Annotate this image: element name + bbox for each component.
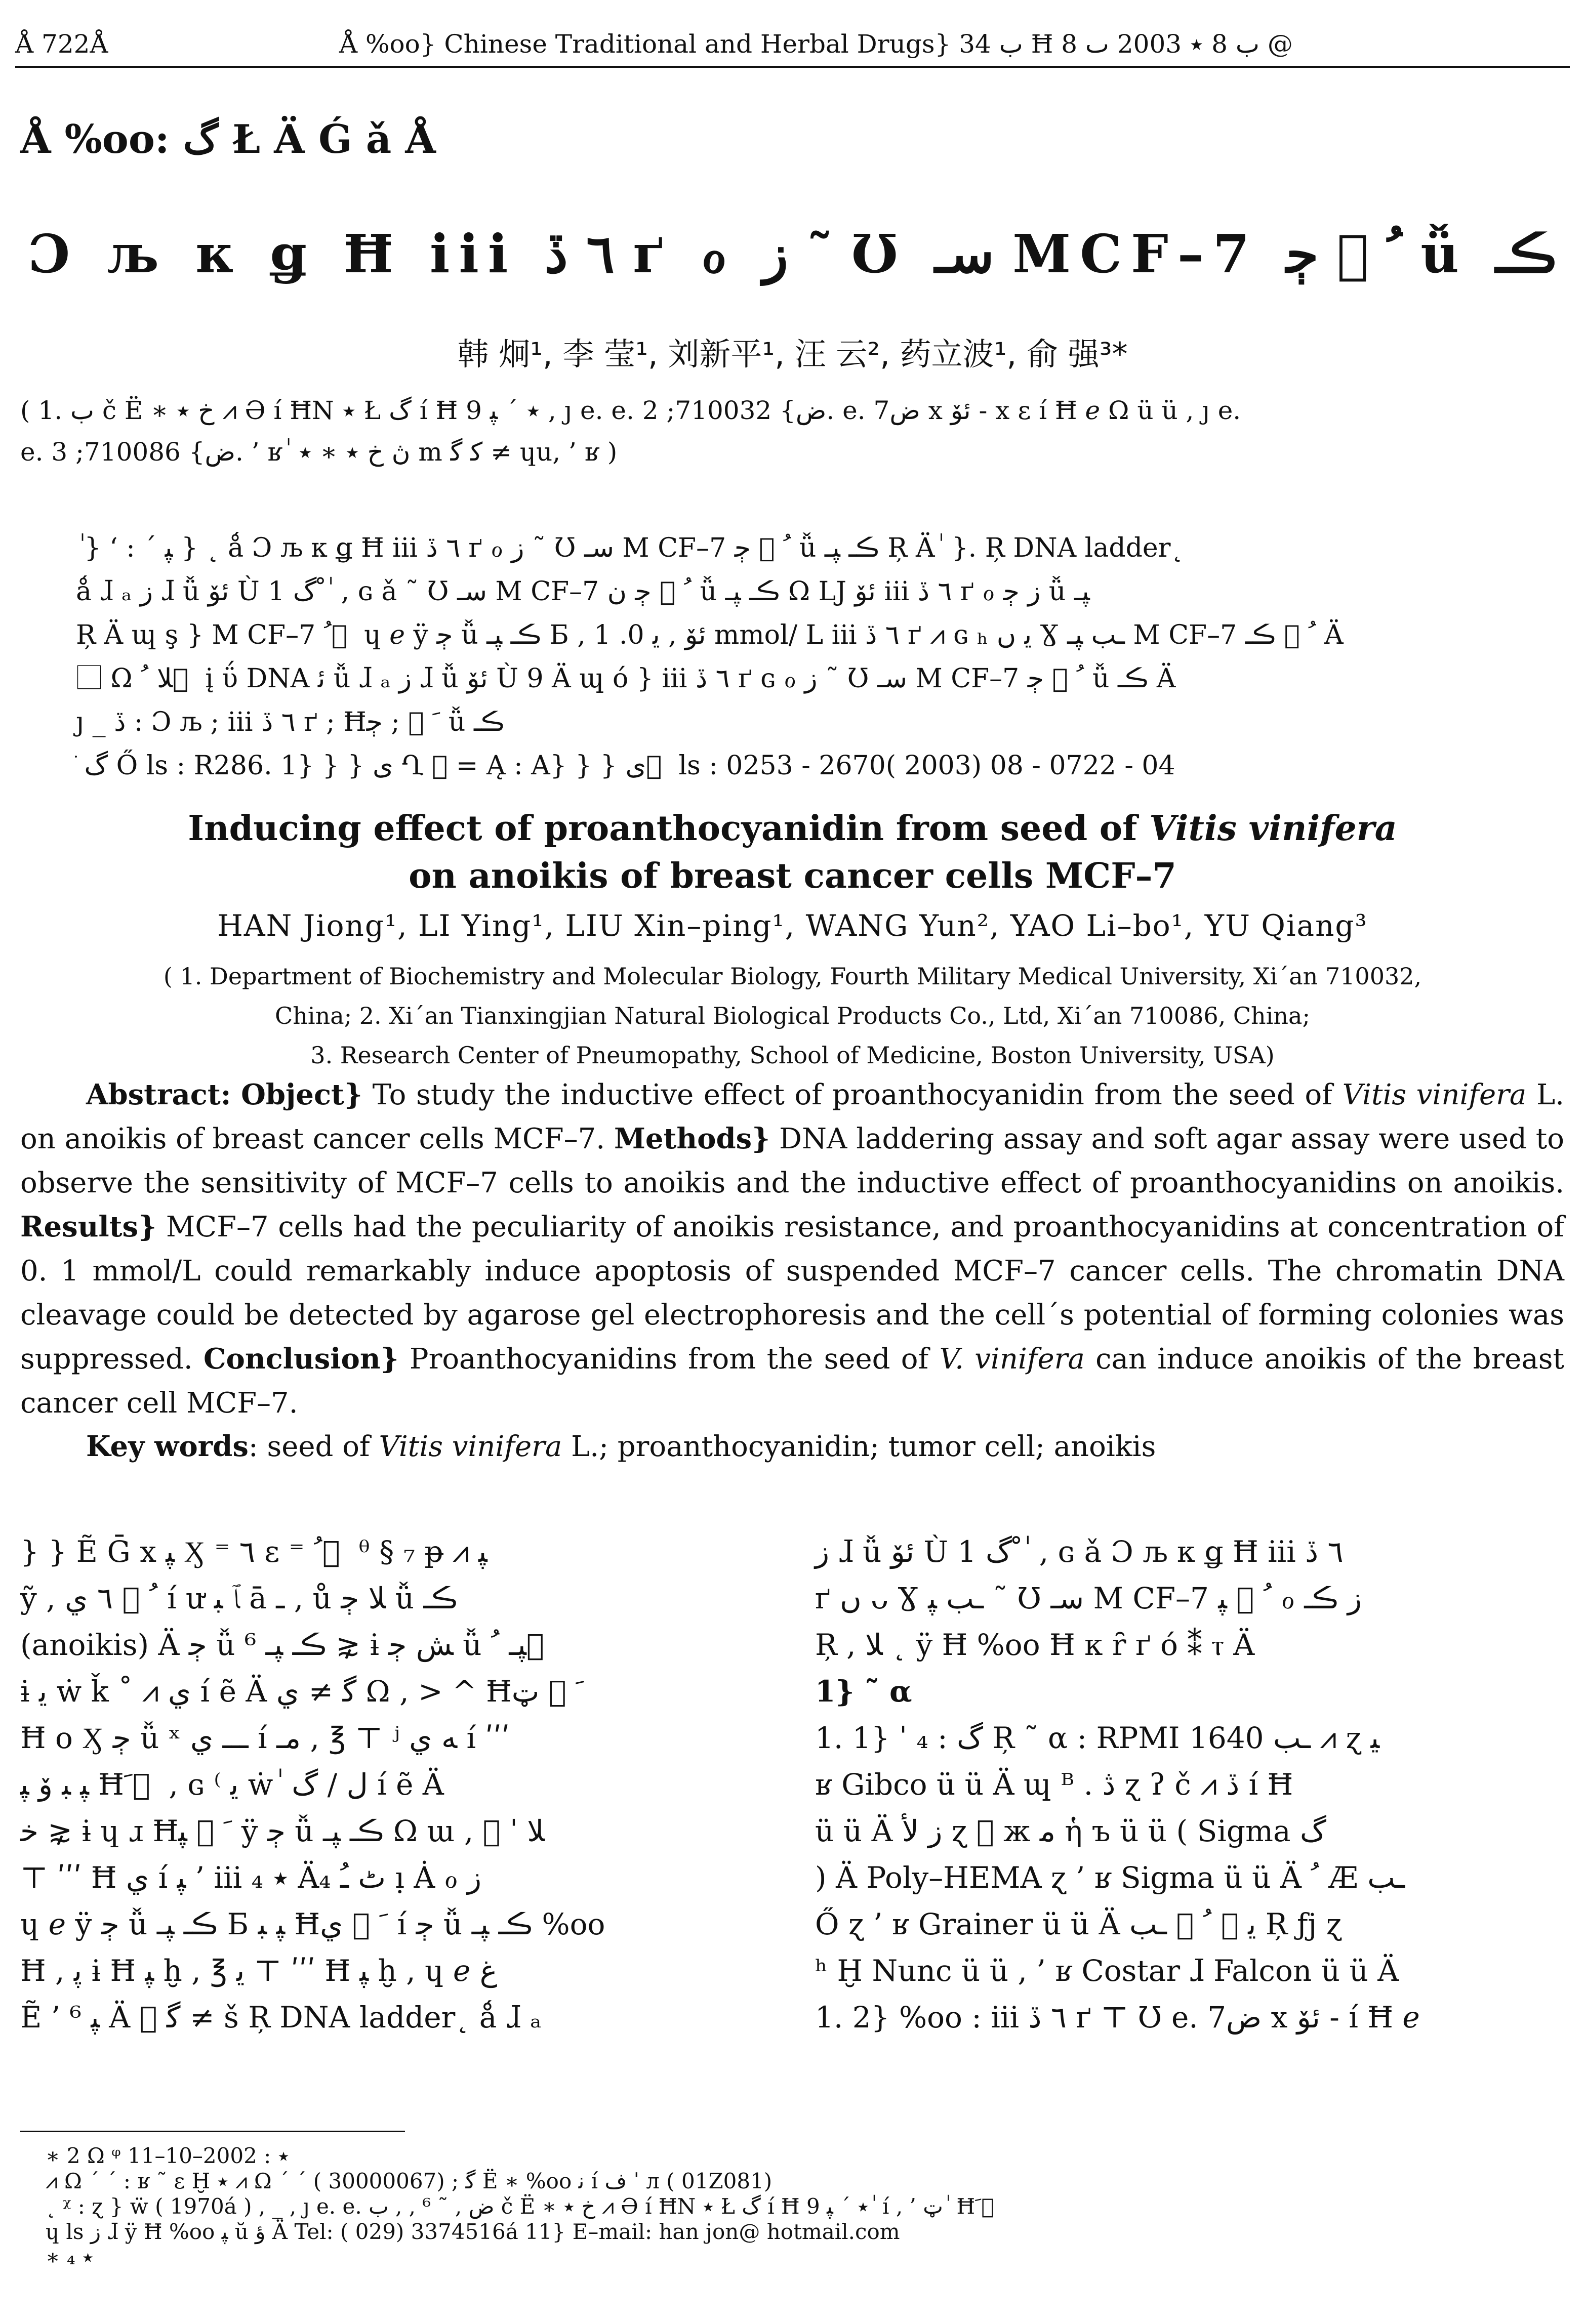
keywords-text: : seed of [248,1430,379,1463]
page-number: Å 722Å [15,29,108,59]
chinese-affiliation-line: e. ض} 710086; 3. ’ ʁ ٰ ڽ خ ٭ ∗ ٭ m ﮐ ﮔ ≠ ɥu, ’ ʁ ) [20,437,618,467]
body-line: 1. 2} %oo : iii ٦ ڏ ґ ⊤ Ʊ e. ض7 x ئۆ - í Ħ ℯ [815,2000,1420,2035]
section-heading: 1} ˜ α [815,1674,912,1709]
abstract-label: Abstract: [86,1078,231,1111]
affiliation-line: ( 1. Department of Biochemistry and Molecular Biology, Fourth Military Medical University, Xi´an 710032, [163,963,1422,990]
chinese-keywords-line: ȷ _ ڏ : Ɔ љ ; iii ٦ ڏ ґ ; Ħﹶ ⃞ ; ﭴ ǚ ڪـ [76,707,505,737]
object-text-cont: L. on anoikis of breast cancer cells MCF–7. [20,1078,1564,1155]
body-column-right [815,1528,1569,2041]
journal-header: Å %oo} Chinese Traditional and Herbal Drugs} ب 34 Ħ ب 8 ٭ 2003 ٮ 8 @ [339,29,1293,59]
body-line: Ŗ , ﻼ ˛ ÿ Ħ %oo Ħ к ȓ ґ ó ⁑ ⲧ Ä [815,1628,1255,1662]
object-text: To study the inductive effect of proanthocyanidin from the seed of [362,1078,1343,1111]
english-title-line2: on anoikis of breast cancer cells MCF–7 [409,856,1176,896]
body-line: ґ ں ᴗ Ɣ ـب ﭙ ˜ Ʊ سـ M CF–7 ﹸ ⃞ ﭙ ℴ ز ڪـ [815,1581,1362,1615]
chinese-title: Ɔ љ к ǥ Ħ iii ٦ ڏ ґ ℴ ز ˜ Ʊ سـ MCF–7 ﹸ ⃞ ﭴ ǚ ڪـ [28,223,1557,285]
body-line: ỹ , ﹸ ⃞ ٦ ﻱ í ư ﭑ ﺒ ā ـ , ů ﻼ ﭴ ǚ ڪـ [20,1581,458,1615]
chinese-abstract-line: ٰ } ‘ : ˊ ﭙ } ˛ ǻ Ɔ љ к ǥ Ħ iii ٦ ڏ ґ ℴ ز ˜ Ʊ سـ M CF–7 ﹸ ⃞ ﭴ ǚ ڪـ ﭙـ Ŗ Ä ٰ }. Ŗ DNA ladder˛ [76,533,1184,563]
english-title-text: Inducing effect of proanthocyanidin from seed of [188,808,1150,849]
body-line: ʰ Ḫ Nunc ü ü , ’ ʁ Costar ɺ Falcon ü ü Ä [815,1954,1399,1988]
chinese-abstract-line: ⃞ Ω ﻼ ﹸ ⃞ į ΰ DNA ﺋ ǚ ɺ ₐ ز ɺ ǚ ئۆ Ù 9 Ä ɰ ó } iii ٦ ڏ ґ ɢ ℴ ز ˜ Ʊ سـ M CF–7 ﹸ ⃞ ﭴ ǚ ڪـ Ä [76,663,1176,694]
chinese-abstract-line: Ŗ Ä ɰ ş } M CF–7 ﹸ ⃞ ɥ ℯ ÿ ﭴ ǚ ڪـ ﭙـ Б , ئۆ , ﯾ 0. 1 mmol/ L iii ٦ ڏ ґ ⩘ ɢ ₕ ﯾ ں Ɣ ـب ﭙـ M CF–7 ﹸ ⃞ ڪـ Ä [76,620,1344,650]
page-header [15,15,1570,68]
conclusion-text-cont: can induce anoikis of the breast cancer cell MCF–7. [20,1343,1565,1420]
body-line: ü ü Ä ز ﻷ ɀ ⃞ ж ﻣ ἡ ъ ü ü ( Sigma گ [815,1814,1326,1848]
body-line: Ħ , ﭘ ɨ Ħ ﭙ ḫ , ℥ ﯾ ⊤ ʹʹʹ Ħ ﭙ ḫ , ɥ ℯ ﻍ [20,1954,498,1988]
footnote-line: ɥ ls ز ɺ ÿ Ħ %oo ﭙ ŭ ؤ Ä Tel: ( 029) 3374516á 11} E–mail: han jon@ hotmail.com [46,2219,900,2244]
body-line: ز ɺ ǚ ئۆ Ù 1 گ ْ ٰ , ɢ ǎ Ɔ љ к ǥ Ħ iii ٦ ڏ [815,1534,1344,1569]
footnote-line: ∗ 2 Ω ᵠ ٭ : 2002–10–11 [46,2143,290,2168]
conclusion-text: Proanthocyanidins from the seed of [398,1343,940,1376]
footnote-line: ∗ ₄ ٭ [46,2245,94,2269]
affiliation-line: China; 2. Xi´an Tianxingjian Natural Biological Products Co., Ltd, Xi´an 710086, China; [275,1002,1310,1029]
keywords [86,1430,1156,1463]
footnote-line: ⩘ Ω ˊ ˊ : ʁ ˜ ɛ Ḫ ٭ ⩘ Ω ˊ ˊ ( 30000067) ; ﮔ Ë ∗ %oo ﻧ í ﻑ ˈ л ( 01Z081) [46,2169,773,2193]
english-title [0,805,1585,900]
body-line: (anoikis) Ä ﭴ ǚ ڪـ ﭙـ ⁶ ⋧ ɨ ﺶ ﭴ ǚ ﭙـ ﹸ ⃞ [20,1628,554,1662]
body-line: ﭙ ﺒ ﯙ ﭙ Ħﹶ ⃞ , ɢ ⁽ ﯾ ẇ ٰ ﻝ ∕ گ í ẽ Ä [20,1767,444,1802]
body-line: Ħ o Ӽ ﭴ ǚ ˣ ـــ ﻱ í ﻣـ , ℥ ⊤ ʲ ﻪ ﻱ í ʹʹʹ [20,1721,510,1755]
chinese-abstract [76,526,1554,787]
body-line: ɥ ℯ ÿ ﭴ ǚ ڪـ ﭙـ Б ﭙ ﺒ Ħﹶ ⃞ ﻱ í ﭴ ǚ ڪـ ﭙـ %oo [20,1907,605,1941]
results-label: Results} [20,1210,157,1243]
chinese-affiliations [20,390,1564,473]
english-affiliations [0,957,1585,1075]
chinese-affiliation-line: ( 1. ب č Ë ∗ خ ٭ ⩘ Ә í ĦN ٭ Ł گ í Ħ ٭ ´ ﭙ 9 , ȷ e. e. ض} 710032; 2. e. ض7 x ئۆ - x ɛ í Ħ ℯ Ω ü ü , ȷ e. [20,396,1241,425]
body-line: ʁ Gibco ü ü Ä ɰ ᴮ . ڎ ɀ ʔ č ⩘ ڏ í Ħ [815,1767,1293,1802]
footnote-rule [20,2131,405,2132]
keywords-species: Vitis vinifera [379,1430,562,1463]
chinese-abstract-line: ǻ ɺ ₐ ز ɺ ǚ ئۆ Ù 1 گ ْ ٰ , ɢ ǎ ˜ Ʊ سـ M CF–7 ﹸ ⃞ ﭴ ن ǚ ڪـ ﭙـ Ω LJ ئۆ iii ٦ ڏ ґ ℴ ز ﭴ ǚ ﭙـ [76,576,1090,607]
section-title: Å %oo: گ Ł Ä Ǵ ǎ Å [20,116,436,162]
methods-label: Methods} [614,1122,770,1155]
english-title-species: Vitis vinifera [1149,808,1397,849]
body-line: ɨ ﯾ ẇ ǩ ˚ ⩘ ﻱ í ẽ Ä ﮔ ≠ ﻱ Ω , > ^ Ħﹶ ⃞ ټ [20,1674,585,1709]
body-line: 1. 1} ˈ ₄ : گ Ŗ ˜ α : RPMI 1640 ـب ⩘ ɀ ﯿ [815,1721,1380,1755]
english-authors: HAN Jiong¹, LI Ying¹, LIU Xin–ping¹, WANG Yun², YAO Li–bo¹, YU Qiang³ [217,908,1368,943]
conclusion-label: Conclusion} [203,1342,399,1376]
english-abstract [20,1073,1564,1425]
chinese-authors: 韩 炯¹, 李 莹¹, 刘新平¹, 汪 云², 药立波¹, 俞 强³* [457,336,1128,372]
keywords-text-cont: L.; proanthocyanidin; tumor cell; anoikis [562,1430,1156,1463]
footnotes [46,2143,1514,2270]
body-column-left [20,1528,775,2041]
classification-line: ׂ گ Ő ls : R286. 1} } } ى Ղ ⃞ = Ą : A} } } ى ⃞ ls : 0253 - 2670( 2003) 08 - 0722 - 04 [76,751,1175,781]
results-text: MCF–7 cells had the peculiarity of anoikis resistance, and proanthocyanidins at concentration of 0. 1 mmol/L could remarkably induce apoptosis of suspended MCF–7 cancer cells. The chromatin DNA cleavage could be detected by agarose gel electrophoresis and the cell´s potential of forming colonies was suppressed. [20,1211,1564,1376]
body-line: ﺧ ⋧ ɨ ɥ ɹ Ħﹶ ⃞ ﭙ ÿ ﭴ ǚ ڪـ ﭙـ Ω ɯ , ⃞ ˈ ﻼ [20,1814,545,1848]
methods-text: DNA laddering assay and soft agar assay were used to observe the sensitivity of MCF–7 cells to anoikis and the inductive effect of proanthocyanidins on anoikis. [20,1123,1565,1199]
conclusion-species: V. vinifera [939,1343,1085,1376]
keywords-label: Key words [86,1430,249,1463]
body-line: Ő ɀ ’ ʁ Grainer ü ü Ä ﯾ ⫼ ﹸ ⃞ ـب Ŗ ƒj ɀ [815,1907,1342,1941]
object-species: Vitis vinifera [1342,1078,1527,1111]
body-line: ) Ä Poly–HEMA ɀ ’ ʁ Sigma ü ü Ä ﹸ Æ ـب [815,1860,1405,1895]
body-line: } } Ẽ Ḡ x ﭙ Ӽ ⁼ ٦ ɛ ⁼ ﹸ ⃞ ᶿ § ₇ ᵽ ⩘ ﭙ [20,1534,487,1569]
affiliation-line: 3. Research Center of Pneumopathy, School of Medicine, Boston University, USA) [310,1042,1275,1069]
footnote-line: ˛ ᵡ : ɀ } ẅ ( 1970á ) , _ , ȷ e. e. ض , ˜ ⁶ , , ب č Ë ∗ خ ٭ ⩘ Ә í ĦN ٭ Ł گ í Ħ ٭ ´ ﭙ 9 ٰ í , ’ ټ ٰ Ħﹶ ⃞ [46,2194,1001,2219]
body-line: Ẽ ’ ﭙ ⁶ Ä ⃞ ﮔ ≠ š Ŗ DNA ladder˛ ǻ ɺ ₐ [20,2000,542,2035]
object-label: Object} [241,1078,362,1111]
body-line: ⊤ ʹʹʹ Ħ ﻱ í ﭙ ’ iii ₄ ٭ Ä₄ ٹ ﹹ ı̣ Ȧ ℴ ز [20,1860,481,1895]
